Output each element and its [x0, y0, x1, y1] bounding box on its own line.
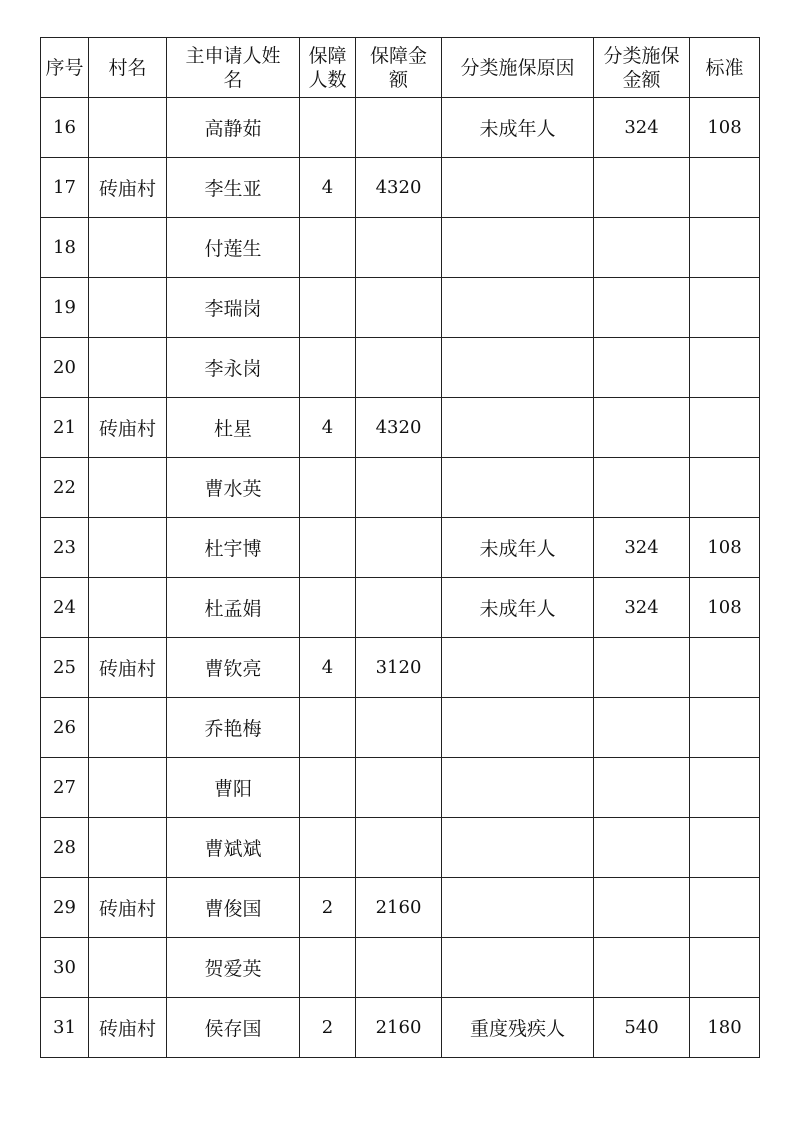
cell-reason: 重度残疾人 — [442, 998, 594, 1058]
cell-no: 30 — [41, 938, 89, 998]
cell-applicant: 曹水英 — [167, 458, 300, 518]
cell-village — [89, 338, 167, 398]
table-row — [41, 758, 760, 818]
cell-class-amount — [594, 938, 690, 998]
cell-village — [89, 698, 167, 758]
cell-applicant: 贺爱英 — [167, 938, 300, 998]
cell-amount — [356, 518, 442, 578]
cell-class-amount — [594, 338, 690, 398]
cell-reason: 未成年人 — [442, 518, 594, 578]
cell-amount: 4320 — [356, 158, 442, 218]
cell-standard: 108 — [690, 98, 760, 158]
cell-class-amount — [594, 218, 690, 278]
cell-count — [300, 458, 356, 518]
cell-reason — [442, 158, 594, 218]
cell-village: 砖庙村 — [89, 638, 167, 698]
cell-count — [300, 818, 356, 878]
cell-class-amount — [594, 818, 690, 878]
table-row — [41, 158, 760, 218]
cell-amount — [356, 98, 442, 158]
header-reason: 分类施保原因 — [442, 38, 594, 98]
cell-class-amount — [594, 278, 690, 338]
cell-no: 19 — [41, 278, 89, 338]
cell-reason — [442, 458, 594, 518]
cell-no: 20 — [41, 338, 89, 398]
table-row — [41, 398, 760, 458]
cell-standard — [690, 398, 760, 458]
table-row — [41, 278, 760, 338]
cell-amount: 4320 — [356, 398, 442, 458]
cell-no: 17 — [41, 158, 89, 218]
cell-village — [89, 758, 167, 818]
cell-no: 16 — [41, 98, 89, 158]
cell-class-amount — [594, 158, 690, 218]
cell-standard — [690, 278, 760, 338]
cell-village: 砖庙村 — [89, 878, 167, 938]
cell-count — [300, 98, 356, 158]
cell-count — [300, 758, 356, 818]
cell-reason — [442, 758, 594, 818]
cell-village — [89, 278, 167, 338]
cell-amount — [356, 578, 442, 638]
cell-reason — [442, 218, 594, 278]
cell-amount: 2160 — [356, 878, 442, 938]
cell-applicant: 杜星 — [167, 398, 300, 458]
cell-reason: 未成年人 — [442, 578, 594, 638]
cell-applicant: 李永岗 — [167, 338, 300, 398]
cell-village — [89, 218, 167, 278]
table-row — [41, 998, 760, 1058]
cell-reason — [442, 338, 594, 398]
cell-count — [300, 518, 356, 578]
cell-standard: 180 — [690, 998, 760, 1058]
cell-no: 25 — [41, 638, 89, 698]
header-count: 保障 人数 — [300, 38, 356, 98]
cell-no: 23 — [41, 518, 89, 578]
cell-no: 18 — [41, 218, 89, 278]
table-row — [41, 338, 760, 398]
cell-count: 2 — [300, 998, 356, 1058]
cell-no: 28 — [41, 818, 89, 878]
cell-village: 砖庙村 — [89, 398, 167, 458]
table-row — [41, 878, 760, 938]
table-row — [41, 938, 760, 998]
cell-no: 27 — [41, 758, 89, 818]
cell-applicant: 侯存国 — [167, 998, 300, 1058]
cell-standard — [690, 698, 760, 758]
cell-reason — [442, 698, 594, 758]
cell-reason — [442, 938, 594, 998]
cell-amount — [356, 218, 442, 278]
cell-no: 29 — [41, 878, 89, 938]
cell-amount — [356, 758, 442, 818]
cell-reason — [442, 278, 594, 338]
cell-count: 4 — [300, 398, 356, 458]
cell-applicant: 高静茹 — [167, 98, 300, 158]
cell-reason — [442, 818, 594, 878]
cell-amount — [356, 458, 442, 518]
cell-applicant: 曹阳 — [167, 758, 300, 818]
cell-amount — [356, 938, 442, 998]
header-row — [41, 38, 760, 98]
cell-class-amount — [594, 638, 690, 698]
header-applicant: 主申请人姓 名 — [167, 38, 300, 98]
cell-village: 砖庙村 — [89, 998, 167, 1058]
cell-village: 砖庙村 — [89, 158, 167, 218]
cell-village — [89, 938, 167, 998]
cell-standard — [690, 638, 760, 698]
header-village: 村名 — [89, 38, 167, 98]
cell-amount: 2160 — [356, 998, 442, 1058]
cell-amount: 3120 — [356, 638, 442, 698]
cell-village — [89, 578, 167, 638]
cell-class-amount — [594, 458, 690, 518]
table-row — [41, 518, 760, 578]
cell-standard — [690, 218, 760, 278]
header-amount: 保障金 额 — [356, 38, 442, 98]
table-row — [41, 578, 760, 638]
table-row — [41, 98, 760, 158]
cell-reason — [442, 398, 594, 458]
cell-applicant: 乔艳梅 — [167, 698, 300, 758]
cell-class-amount: 324 — [594, 98, 690, 158]
table-row — [41, 638, 760, 698]
cell-count — [300, 938, 356, 998]
table-row — [41, 698, 760, 758]
cell-class-amount — [594, 878, 690, 938]
cell-standard: 108 — [690, 578, 760, 638]
cell-applicant: 付莲生 — [167, 218, 300, 278]
cell-standard — [690, 878, 760, 938]
table-row — [41, 458, 760, 518]
cell-amount — [356, 278, 442, 338]
cell-applicant: 曹斌斌 — [167, 818, 300, 878]
cell-standard — [690, 758, 760, 818]
cell-count — [300, 698, 356, 758]
cell-class-amount — [594, 698, 690, 758]
cell-amount — [356, 818, 442, 878]
cell-no: 22 — [41, 458, 89, 518]
assistance-table — [40, 37, 760, 1058]
table-body — [41, 98, 760, 1058]
cell-no: 21 — [41, 398, 89, 458]
cell-standard — [690, 938, 760, 998]
cell-reason: 未成年人 — [442, 98, 594, 158]
header-class-amount: 分类施保 金额 — [594, 38, 690, 98]
cell-count: 2 — [300, 878, 356, 938]
cell-no: 24 — [41, 578, 89, 638]
cell-standard — [690, 458, 760, 518]
cell-count — [300, 578, 356, 638]
cell-village — [89, 98, 167, 158]
cell-village — [89, 518, 167, 578]
cell-class-amount: 540 — [594, 998, 690, 1058]
cell-reason — [442, 638, 594, 698]
cell-class-amount — [594, 758, 690, 818]
cell-amount — [356, 338, 442, 398]
table-row — [41, 218, 760, 278]
table-row — [41, 818, 760, 878]
cell-standard — [690, 158, 760, 218]
cell-standard — [690, 818, 760, 878]
cell-class-amount: 324 — [594, 578, 690, 638]
cell-applicant: 杜宇博 — [167, 518, 300, 578]
header-no: 序号 — [41, 38, 89, 98]
cell-count — [300, 278, 356, 338]
cell-count: 4 — [300, 158, 356, 218]
cell-applicant: 杜孟娟 — [167, 578, 300, 638]
cell-standard: 108 — [690, 518, 760, 578]
cell-count — [300, 338, 356, 398]
cell-no: 31 — [41, 998, 89, 1058]
cell-applicant: 曹钦亮 — [167, 638, 300, 698]
cell-applicant: 曹俊国 — [167, 878, 300, 938]
cell-class-amount — [594, 398, 690, 458]
cell-count: 4 — [300, 638, 356, 698]
cell-amount — [356, 698, 442, 758]
cell-village — [89, 818, 167, 878]
cell-village — [89, 458, 167, 518]
cell-applicant: 李生亚 — [167, 158, 300, 218]
cell-class-amount: 324 — [594, 518, 690, 578]
cell-no: 26 — [41, 698, 89, 758]
cell-count — [300, 218, 356, 278]
cell-standard — [690, 338, 760, 398]
cell-reason — [442, 878, 594, 938]
cell-applicant: 李瑞岗 — [167, 278, 300, 338]
header-standard: 标准 — [690, 38, 760, 98]
